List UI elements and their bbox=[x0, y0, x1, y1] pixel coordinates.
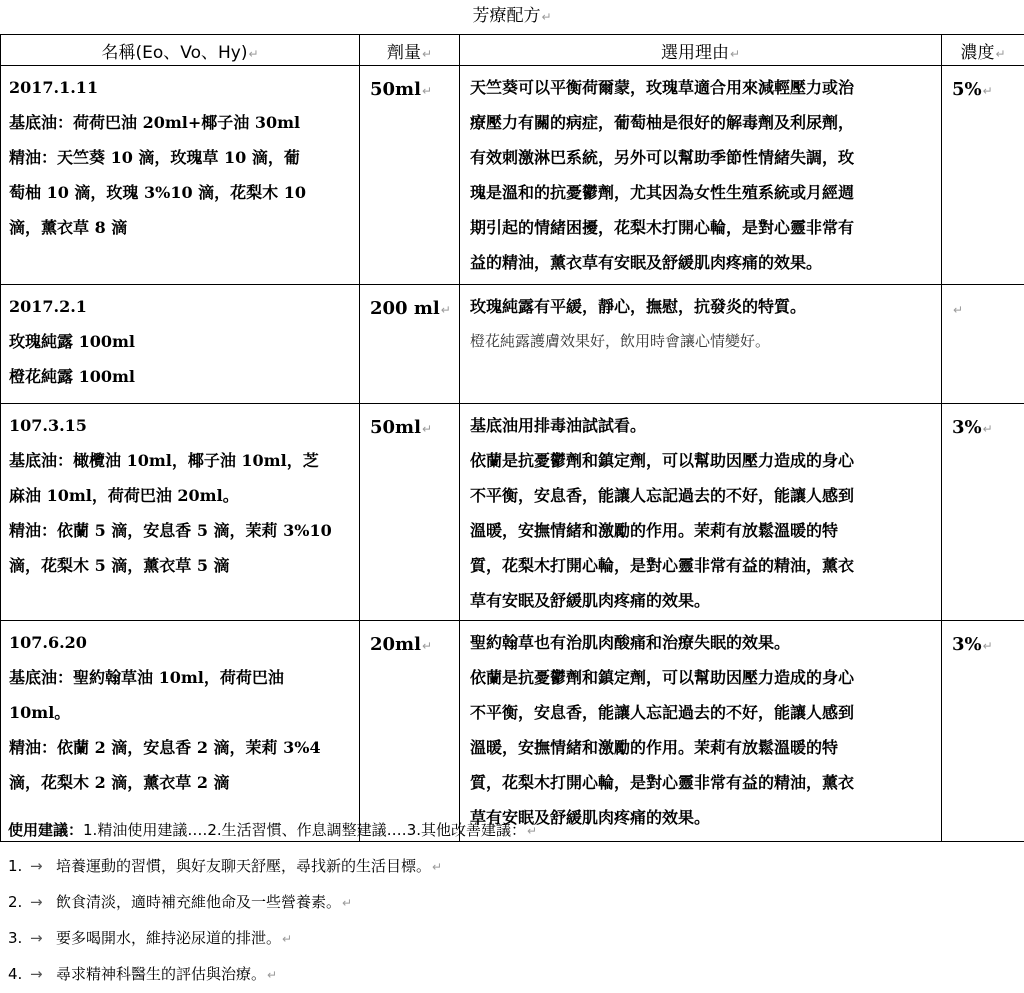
cell-name: 107.6.20 基底油：聖約翰草油 10ml，荷荷巴油 10ml。 精油：依蘭 2 滴，安息香 2 滴，茉莉 3%4 滴，花梨木 2 滴，薰衣草 2 滴 bbox=[1, 621, 360, 842]
cell-reason: 天竺葵可以平衡荷爾蒙，玫瑰草適合用來減輕壓力或治 療壓力有關的病症，葡萄柚是很好的解毒劑及利尿劑， 有效刺激淋巴系統，另外可以幫助季節性情緒失調，玫 瑰是溫和的抗憂鬱劑，尤其因為女性生殖系統或月經週 期引起的情緒困擾，花梨木打開心輪，是對心靈非常有 益的精油，薰衣草有安眠及舒緩肌肉疼痛的效果。 bbox=[460, 66, 942, 285]
cell-concentration: 3%↵ bbox=[942, 404, 1024, 621]
usage-advice bbox=[8, 812, 1018, 992]
cell-reason: 基底油用排毒油試試看。 依蘭是抗憂鬱劑和鎮定劑，可以幫助因壓力造成的身心 不平衡，安息香，能讓人忘記過去的不好，能讓人感到 溫暖，安撫情緒和激勵的作用。茉莉有放鬆溫暖的特 質，花梨木打開心輪，是對心靈非常有益的精油，薰衣 草有安眠及舒緩肌肉疼痛的效果。 bbox=[460, 404, 942, 621]
table-row bbox=[1, 66, 1024, 285]
formula-table bbox=[0, 34, 1024, 842]
list-item: 1. → 培養運動的習慣，與好友聊天舒壓，尋找新的生活目標。↵ bbox=[8, 848, 1018, 884]
arrow-icon: → bbox=[30, 956, 56, 992]
cell-dose: 20ml↵ bbox=[360, 621, 460, 842]
cell-concentration: ↵ bbox=[942, 285, 1024, 404]
header-reason: 選用理由↵ bbox=[460, 35, 942, 66]
cell-reason: 聖約翰草也有治肌肉酸痛和治療失眠的效果。 依蘭是抗憂鬱劑和鎮定劑，可以幫助因壓力造成的身心 不平衡，安息香，能讓人忘記過去的不好，能讓人感到 溫暖，安撫情緒和激勵的作用。茉莉有放鬆溫暖的特 質，花梨木打開心輪，是對心靈非常有益的精油，薰衣 草有安眠及舒緩肌肉疼痛的效果。 bbox=[460, 621, 942, 842]
table-row bbox=[1, 285, 1024, 404]
header-name: 名稱(Eo、Vo、Hy)↵ bbox=[1, 35, 360, 66]
advice-label: 使用建議： bbox=[8, 821, 83, 839]
advice-summary: 1.精油使用建議‥‥2.生活習慣、作息調整建議‥‥3.其他改善建議： bbox=[83, 821, 526, 839]
page-title bbox=[0, 4, 1024, 29]
cell-dose: 50ml↵ bbox=[360, 404, 460, 621]
arrow-icon: → bbox=[30, 920, 56, 956]
cell-name: 107.3.15 基底油：橄欖油 10ml，椰子油 10ml，芝 麻油 10ml，荷荷巴油 20ml。 精油：依蘭 5 滴，安息香 5 滴，茉莉 3%10 滴，花梨木 5 滴，薰衣草 5 滴 bbox=[1, 404, 360, 621]
header-dose: 劑量↵ bbox=[360, 35, 460, 66]
list-item: 4. → 尋求精神科醫生的評估與治療。↵ bbox=[8, 956, 1018, 992]
table-row bbox=[1, 404, 1024, 621]
cell-concentration: 5%↵ bbox=[942, 66, 1024, 285]
table-row bbox=[1, 621, 1024, 842]
cell-name: 2017.2.1 玫瑰純露 100ml 橙花純露 100ml bbox=[1, 285, 360, 404]
cell-name: 2017.1.11 基底油：荷荷巴油 20ml+椰子油 30ml 精油：天竺葵 10 滴，玫瑰草 10 滴，葡 萄柚 10 滴，玫瑰 3%10 滴，花梨木 10 滴，薰衣草 8 滴 bbox=[1, 66, 360, 285]
cell-concentration: 3%↵ bbox=[942, 621, 1024, 842]
cell-dose: 200 ml↵ bbox=[360, 285, 460, 404]
title-text: 芳療配方 bbox=[472, 6, 540, 26]
paragraph-mark-icon: ↵ bbox=[541, 10, 551, 24]
arrow-icon: → bbox=[30, 848, 56, 884]
table-header-row bbox=[1, 35, 1024, 66]
list-item: 3. → 要多喝開水，維持泌尿道的排泄。↵ bbox=[8, 920, 1018, 956]
arrow-icon: → bbox=[30, 884, 56, 920]
list-item: 2. → 飲食清淡，適時補充維他命及一些營養素。↵ bbox=[8, 884, 1018, 920]
advice-heading: 使用建議：1.精油使用建議‥‥2.生活習慣、作息調整建議‥‥3.其他改善建議：↵ bbox=[8, 812, 1018, 848]
cell-dose: 50ml↵ bbox=[360, 66, 460, 285]
header-concentration: 濃度↵ bbox=[942, 35, 1024, 66]
cell-reason: 玫瑰純露有平緩，靜心，撫慰，抗發炎的特質。 橙花純露護膚效果好，飲用時會讓心情變好。 bbox=[460, 285, 942, 404]
